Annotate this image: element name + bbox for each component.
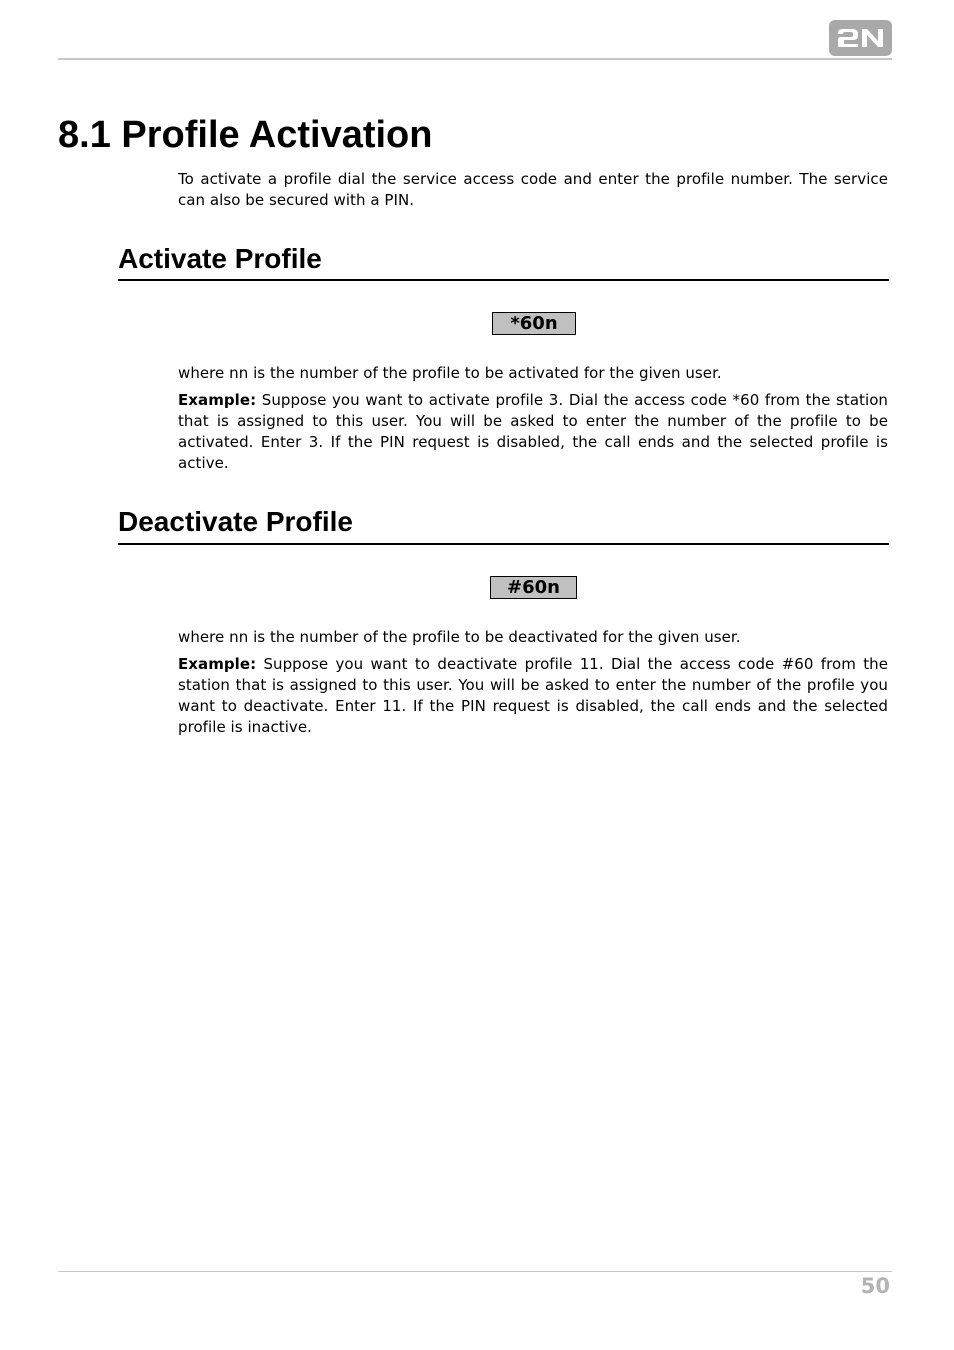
- activate-example: [178, 390, 888, 474]
- deactivate-description: where nn is the number of the profile to be deactivated for the given user.: [178, 628, 741, 646]
- example-label: Example:: [178, 655, 257, 673]
- header-divider: [58, 58, 892, 60]
- page-title: 8.1 Profile Activation: [58, 114, 433, 156]
- example-text: Suppose you want to deactivate profile 11. Dial the access code #60 from the station that is assigned to this user. You will be asked to enter the number of the profile you want to deactivate. Enter 11. If the PIN request is disabled, the call ends and the selected profile is inactive.: [178, 655, 888, 736]
- section-title-activate: Activate Profile: [118, 243, 322, 274]
- access-code-activate: *60n: [492, 312, 576, 335]
- section-divider: [118, 279, 889, 281]
- footer-divider: [58, 1271, 892, 1272]
- page-number: 50: [860, 1274, 890, 1298]
- access-code-deactivate: #60n: [490, 576, 577, 599]
- example-label: Example:: [178, 391, 257, 409]
- intro-paragraph: To activate a profile dial the service access code and enter the profile number. The service can also be secured with a PIN.: [178, 170, 888, 209]
- section-divider: [118, 543, 889, 545]
- deactivate-example: [178, 654, 888, 738]
- example-text: Suppose you want to activate profile 3. Dial the access code *60 from the station that is assigned to this user. You will be asked to enter the number of the profile to be activated. Enter 3. If the PIN request is disabled, the call ends and the selected profile is active.: [178, 391, 888, 472]
- 2n-logo: [829, 20, 892, 56]
- section-title-deactivate: Deactivate Profile: [118, 506, 353, 537]
- activate-description: where nn is the number of the profile to be activated for the given user.: [178, 364, 722, 382]
